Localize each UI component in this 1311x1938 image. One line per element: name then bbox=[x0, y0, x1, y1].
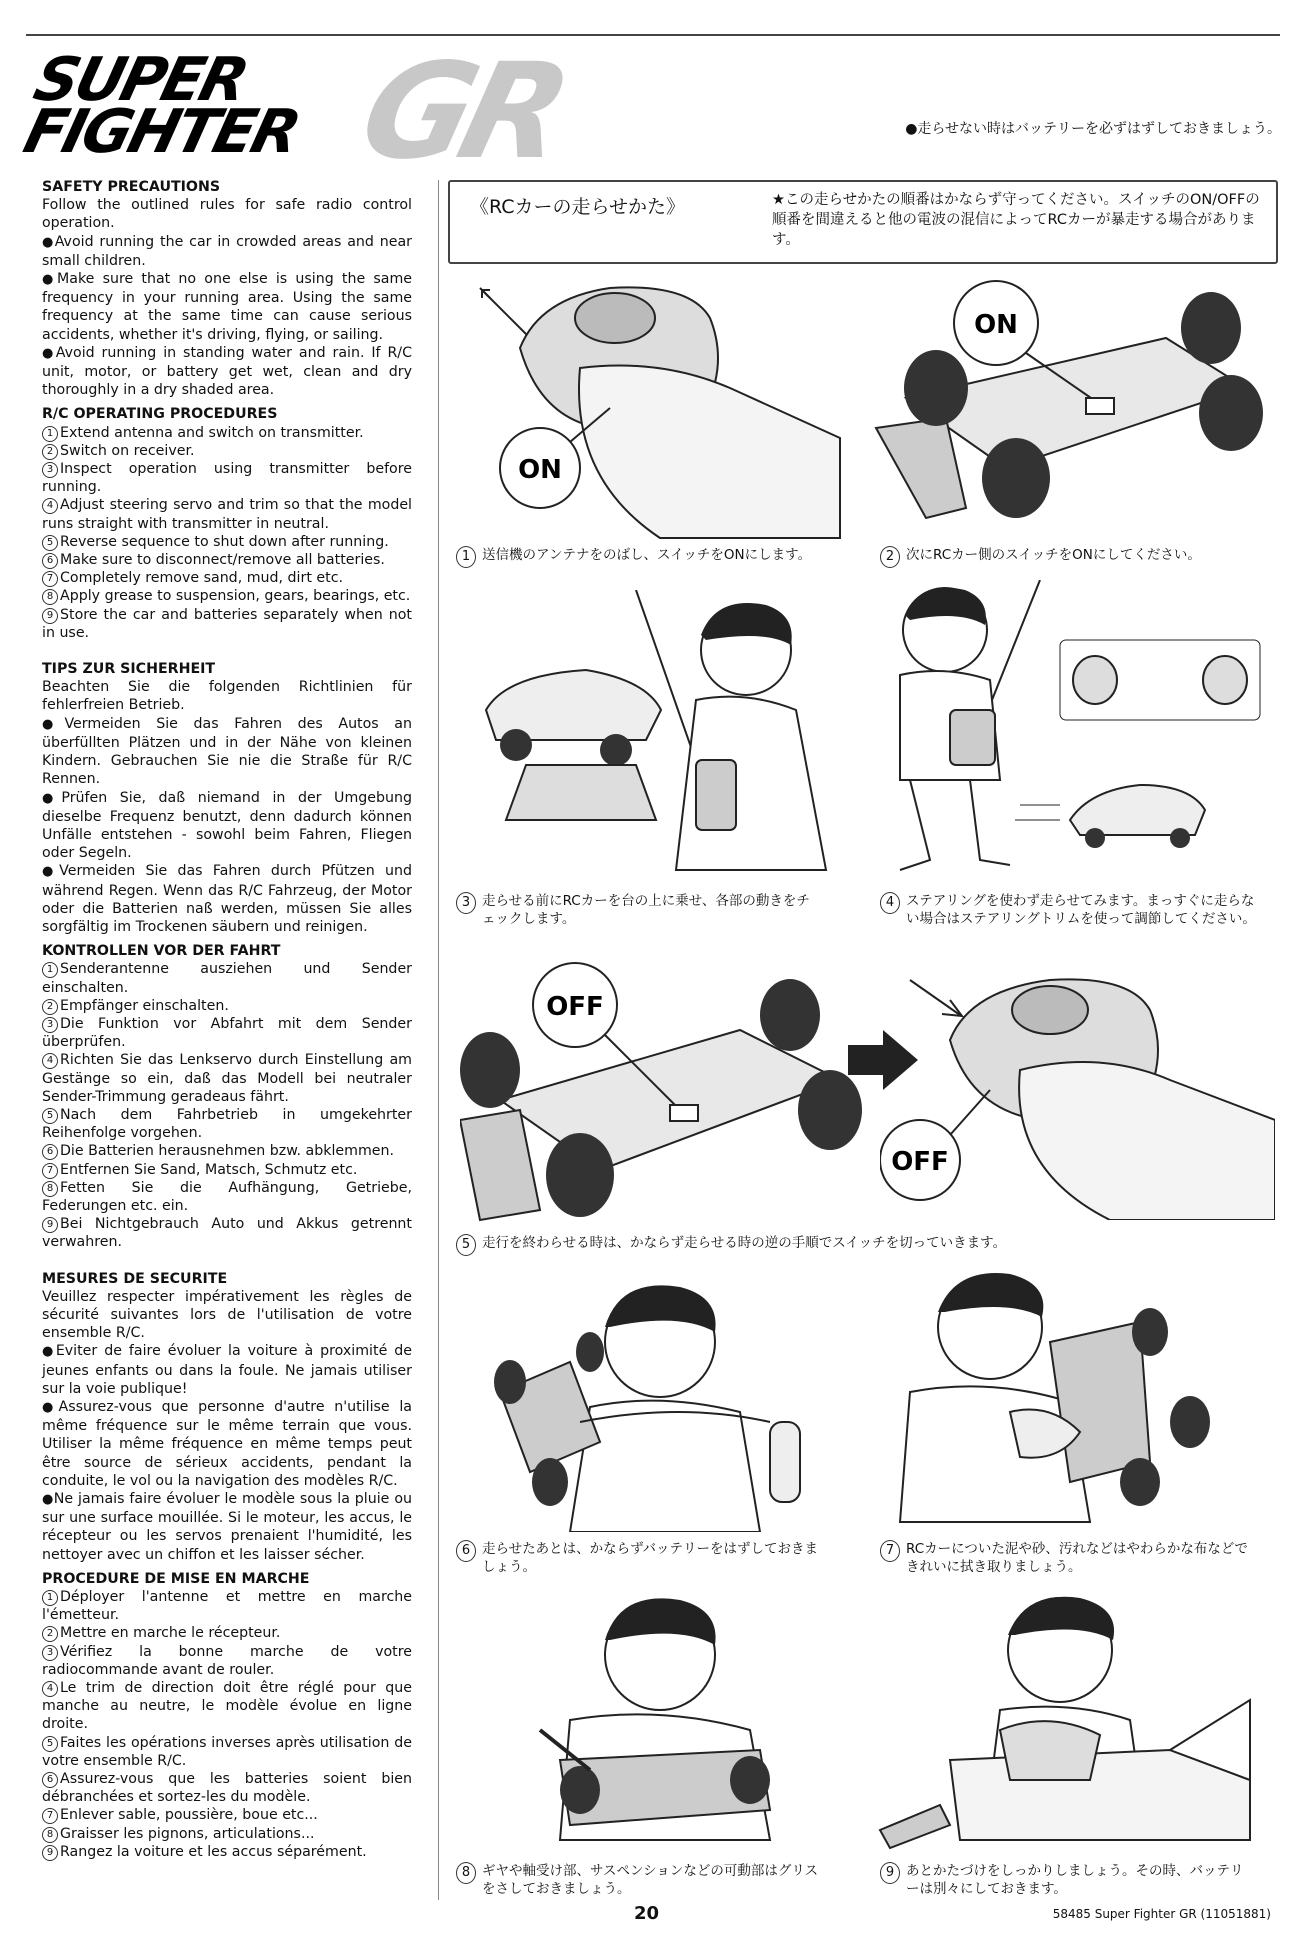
transmitter-off-illustration bbox=[880, 970, 1275, 1220]
step-5-caption: 5 走行を終わらせる時は、かならず走らせる時の逆の手順でスイッチを切っていきます。 bbox=[456, 1234, 1256, 1256]
procedure-item: 6 Assurez-vous que les batteries soient bien débranchées et sortez-les du modèle. bbox=[42, 1771, 412, 1806]
mesures-item: ●Eviter de faire évoluer la voiture à proximité de jeunes enfants ou dans la foule. Ne jamais utiliser sur la voie publique! bbox=[42, 1343, 413, 1397]
kontrollen-item: 5 Nach dem Fahrbetrieb in umgekehrter Reihenfolge vorgehen. bbox=[42, 1106, 412, 1142]
safety-column bbox=[42, 178, 412, 1861]
rc-ops-heading: R/C OPERATING PROCEDURES bbox=[42, 406, 278, 423]
mesures-item: ●Ne jamais faire évoluer le modèle sous la pluie ou sur une surface mouillée. Si le moteur, les accus, le récepteur ou les servos prenaient l'humidité, les nettoyer avec un chiffon et les laisser sécher. bbox=[42, 1491, 413, 1563]
kontrollen-item: 8 Fetten Sie die Aufhängung, Getriebe, Federungen etc. ein. bbox=[42, 1179, 412, 1214]
step-2-caption: 2 次にRCカー側のスイッチをONにしてください。 bbox=[880, 546, 1270, 568]
tips-heading: TIPS ZUR SICHERHEIT bbox=[42, 661, 216, 678]
step-9-caption: 9 あとかたづけをしっかりしましょう。その時、バッテリーは別々にしておきます。 bbox=[880, 1862, 1270, 1898]
safety-intro: Follow the outlined rules for safe radio control operation. bbox=[42, 197, 412, 232]
logo-gr-text: GR bbox=[346, 35, 576, 189]
mesures-heading: MESURES DE SECURITE bbox=[42, 1270, 228, 1287]
rc-ops-item: 1 Extend antenna and switch on transmitter. bbox=[42, 424, 412, 442]
jp-title-note: ★この走らせかたの順番はかならず守ってください。スイッチのON/OFFの順番を間違えると他の電波の混信によってRCカーが暴走する場合があります。 bbox=[772, 192, 1260, 248]
on-label: ON bbox=[974, 310, 1018, 340]
boy-greasing-car-illustration bbox=[500, 1590, 850, 1850]
rc-ops-item: 4 Adjust steering servo and trim so that the model runs straight with transmitter in neutral. bbox=[42, 497, 412, 532]
boy-checking-car-illustration bbox=[466, 590, 856, 880]
kontrollen-item: 7 Entfernen Sie Sand, Matsch, Schmutz etc. bbox=[42, 1161, 412, 1179]
page-number: 20 bbox=[634, 1903, 660, 1924]
column-divider bbox=[438, 180, 439, 1900]
tips-item: ●Vermeiden Sie das Fahren des Autos an überfüllten Plätzen und in der Nähe von kleinen Kindern. Gebrauchen Sie nie die Straße für R/C Rennen. bbox=[42, 715, 412, 788]
step-7-caption: 7 RCカーについた泥や砂、汚れなどはやわらかな布などできれいに拭き取りましょう。 bbox=[880, 1540, 1270, 1576]
rc-ops-item: 5 Reverse sequence to shut down after running. bbox=[42, 533, 412, 551]
off-label: OFF bbox=[546, 992, 604, 1022]
rc-ops-item: 9 Store the car and batteries separately when not in use. bbox=[42, 606, 412, 641]
safety-item: ●Avoid running the car in crowded areas and near small children. bbox=[42, 233, 412, 269]
boy-cleaning-car-illustration bbox=[890, 1262, 1270, 1532]
procedure-item: 3 Vérifiez la bonne marche de votre radiocommande avant de rouler. bbox=[42, 1643, 412, 1678]
kontrollen-heading: KONTROLLEN VOR DER FAHRT bbox=[42, 943, 281, 960]
footer-code: 58485 Super Fighter GR (11051881) bbox=[1052, 1907, 1271, 1921]
procedure-item: 4 Le trim de direction doit être réglé pour que manche au neutre, le modèle évolue en ligne droite. bbox=[42, 1680, 412, 1733]
procedure-heading: PROCEDURE DE MISE EN MARCHE bbox=[42, 1570, 310, 1587]
mesures-item: ●Assurez-vous que personne d'autre n'utilise la même fréquence sur le même terrain que vous. Utiliser la même fréquence en même temps peut être source de sérieux accidents, pendant la conduite, le vol ou la navigation des modèles R/C. bbox=[42, 1399, 412, 1489]
tips-intro: Beachten Sie die folgenden Richtlinien für fehlerfreien Betrieb. bbox=[42, 679, 412, 714]
procedure-item: 2 Mettre en marche le récepteur. bbox=[42, 1624, 412, 1642]
car-off-illustration bbox=[460, 960, 870, 1230]
kontrollen-item: 3 Die Funktion vor Abfahrt mit dem Sender überprüfen. bbox=[42, 1015, 412, 1051]
kontrollen-item: 2 Empfänger einschalten. bbox=[42, 997, 412, 1015]
top-rule bbox=[26, 34, 1280, 36]
logo-fighter-text: FIGHTER bbox=[17, 97, 305, 167]
safety-heading: SAFETY PRECAUTIONS bbox=[42, 179, 221, 195]
safety-item: ●Avoid running in standing water and rain. If R/C unit, motor, or battery get wet, clean and dry thoroughly in a dry shaded area. bbox=[42, 344, 412, 399]
transmitter-on-illustration bbox=[460, 278, 860, 548]
jp-title: 《RCカーの走らせかた》 bbox=[470, 196, 685, 218]
procedure-item: 7 Enlever sable, poussière, boue etc... bbox=[42, 1806, 412, 1824]
rc-ops-item: 8 Apply grease to suspension, gears, bearings, etc. bbox=[42, 587, 412, 605]
rc-ops-item: 6 Make sure to disconnect/remove all batteries. bbox=[42, 551, 412, 569]
car-on-illustration bbox=[866, 278, 1276, 538]
on-label: ON bbox=[518, 455, 562, 485]
kontrollen-item: 6 Die Batterien herausnehmen bzw. abklemmen. bbox=[42, 1142, 412, 1160]
procedure-item: 9 Rangez la voiture et les accus séparément. bbox=[42, 1843, 412, 1861]
tips-item: ●Vermeiden Sie das Fahren durch Pfützen und während Regen. Wenn das R/C Fahrzeug, der Motor oder die Batterien naß werden, müssen Sie alles sorgfältig im Trockenen säubern und reinigen. bbox=[42, 863, 412, 935]
rc-ops-item: 7 Completely remove sand, mud, dirt etc. bbox=[42, 569, 412, 587]
procedure-item: 5 Faites les opérations inverses après utilisation de votre ensemble R/C. bbox=[42, 1734, 412, 1769]
kontrollen-item: 9 Bei Nichtgebrauch Auto und Akkus getrennt verwahren. bbox=[42, 1216, 412, 1251]
logo-super-text: SUPER bbox=[27, 45, 253, 115]
procedure-item: 1 Déployer l'antenne et mettre en marche l'émetteur. bbox=[42, 1589, 412, 1624]
step-8-caption: 8 ギヤや軸受け部、サスペンションなどの可動部はグリスをさしておきましょう。 bbox=[456, 1862, 836, 1898]
safety-item: ●Make sure that no one else is using the same frequency in your running area. Using the same frequency at the same time can cause serious accidents, whether it's driving, flying, or sailing. bbox=[42, 271, 413, 343]
off-label: OFF bbox=[891, 1147, 949, 1177]
kontrollen-item: 4 Richten Sie das Lenkservo durch Einstellung am Gestänge so ein, daß das Modell bei neutraler Sender-Trimmung geradeaus fährt. bbox=[42, 1052, 412, 1105]
step-6-caption: 6 走らせたあとは、かならずバッテリーをはずしておきましょう。 bbox=[456, 1540, 836, 1576]
header-note: ●走らせない時はバッテリーを必ずはずしておきましょう。 bbox=[905, 121, 1281, 137]
mesures-intro: Veuillez respecter impérativement les règles de sécurité suivantes lors de l'utilisation de votre ensemble R/C. bbox=[42, 1288, 412, 1342]
step-3-caption: 3 走らせる前にRCカーを台の上に乗せ、各部の動きをチェックします。 bbox=[456, 892, 836, 928]
boy-driving-car-illustration bbox=[870, 580, 1270, 880]
tips-item: ●Prüfen Sie, daß niemand in der Umgebung dieselbe Frequenz benutzt, denn dadurch können Unfälle entstehen - sowohl beim Fahren, Fliegen oder Segeln. bbox=[42, 789, 412, 862]
step-4-caption: 4 ステアリングを使わず走らせてみます。まっすぐに走らない場合はステアリングトリムを使って調節してください。 bbox=[880, 892, 1270, 928]
rc-ops-item: 2 Switch on receiver. bbox=[42, 442, 412, 460]
jp-title-box bbox=[448, 180, 1278, 264]
rc-ops-item: 3 Inspect operation using transmitter before running. bbox=[42, 461, 412, 496]
kontrollen-item: 1 Senderantenne ausziehen und Sender einschalten. bbox=[42, 961, 412, 996]
boy-packing-car-illustration bbox=[870, 1590, 1270, 1850]
procedure-item: 8 Graisser les pignons, articulations... bbox=[42, 1825, 412, 1843]
step-1-caption: 1 送信機のアンテナをのばし、スイッチをONにします。 bbox=[456, 546, 836, 568]
boy-removing-battery-illustration bbox=[480, 1272, 860, 1532]
